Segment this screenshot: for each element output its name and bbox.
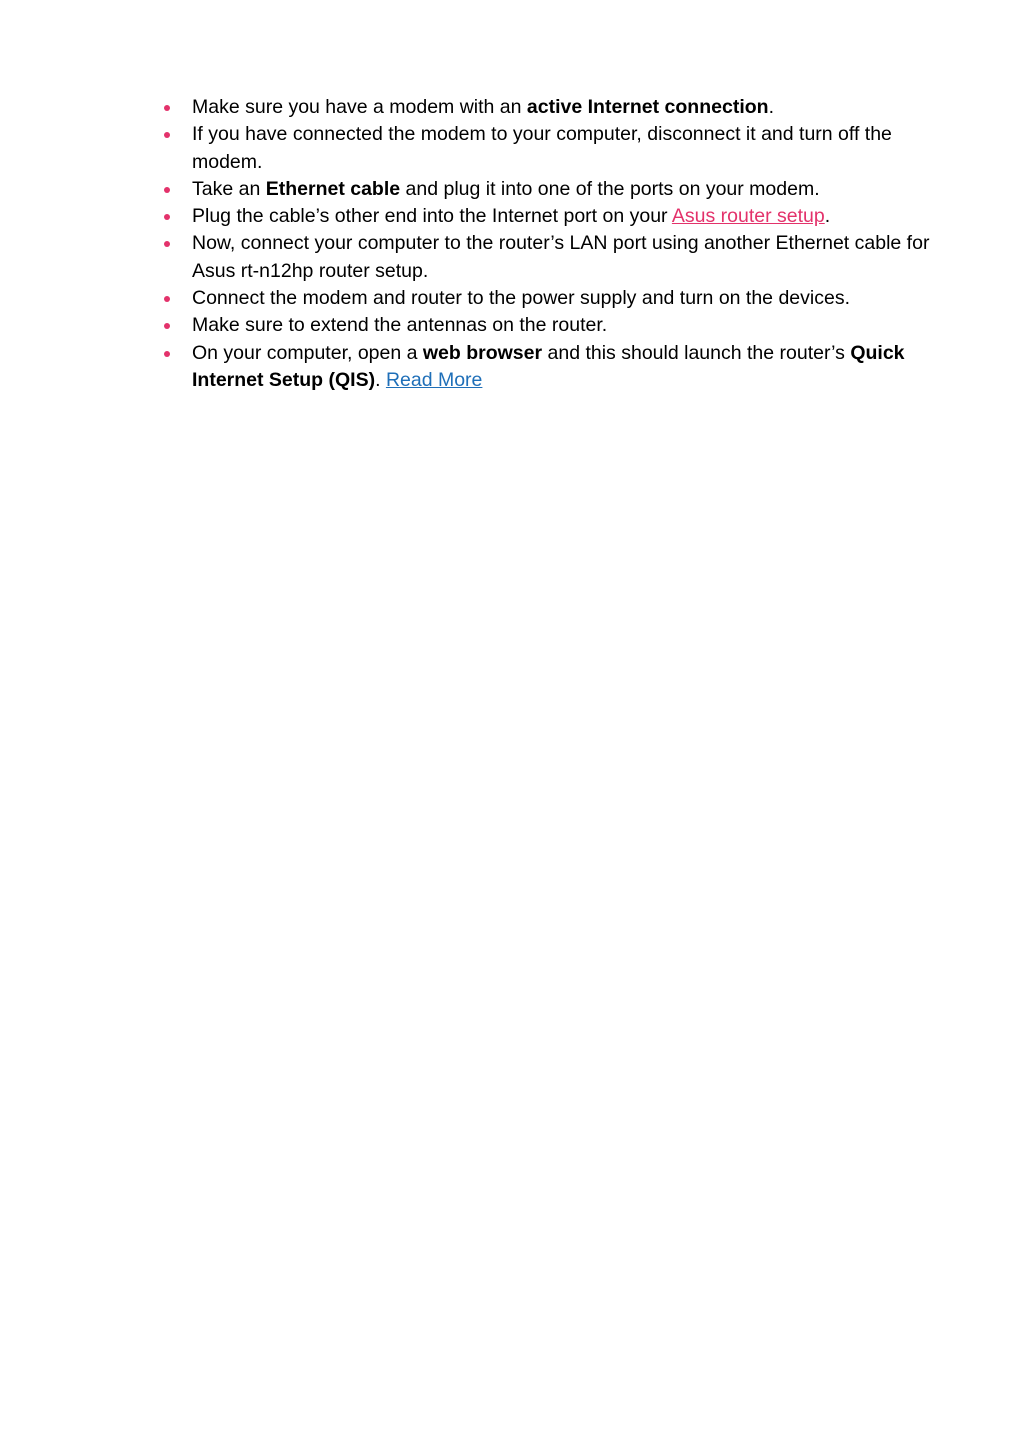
bullet-icon — [164, 351, 170, 357]
item-bold-text: Quick Internet Setup (QIS) — [192, 341, 905, 391]
item-text: . — [375, 368, 386, 391]
item-text: Take an — [192, 177, 266, 200]
item-bold-text: active Internet connection — [526, 96, 769, 118]
bullet-icon — [164, 241, 170, 247]
item-text: Make sure to extend the antennas on the router. — [192, 314, 608, 337]
list-item — [158, 285, 958, 312]
item-text: Now, connect your computer to the router’s LAN port using another Ethernet cable for Asus rt-n12hp router setup. — [192, 232, 930, 282]
bullet-icon — [164, 296, 170, 302]
list-item — [158, 94, 958, 121]
bullet-icon — [164, 132, 170, 138]
item-bold-text: web browser — [422, 341, 543, 364]
list-item — [158, 203, 958, 230]
item-text: and plug it into one of the ports on your modem. — [400, 177, 820, 200]
list-item — [158, 121, 958, 176]
list-item — [158, 176, 958, 203]
bullet-icon — [164, 105, 170, 111]
item-text: . — [768, 96, 774, 118]
item-text: Plug the cable’s other end into the Internet port on your — [192, 205, 672, 228]
bullet-icon — [164, 323, 170, 329]
item-text: Make sure you have a modem with an — [192, 96, 527, 118]
read-more-link[interactable]: Read More — [385, 368, 483, 391]
list-item — [158, 340, 958, 395]
instructions-list — [158, 94, 958, 394]
item-bold-text: Ethernet cable — [265, 177, 401, 200]
list-item — [158, 312, 958, 339]
bullet-icon — [164, 187, 170, 193]
item-text: On your computer, open a — [192, 341, 423, 364]
asus-router-setup-link[interactable]: Asus router setup — [671, 205, 825, 228]
item-text: If you have connected the modem to your computer, disconnect it and turn off the modem. — [192, 123, 892, 173]
list-item — [158, 230, 958, 285]
item-text: . — [824, 205, 831, 228]
bullet-icon — [164, 214, 170, 220]
item-text: Connect the modem and router to the power supply and turn on the devices. — [192, 287, 850, 310]
item-text: and this should launch the router’s — [542, 341, 851, 364]
